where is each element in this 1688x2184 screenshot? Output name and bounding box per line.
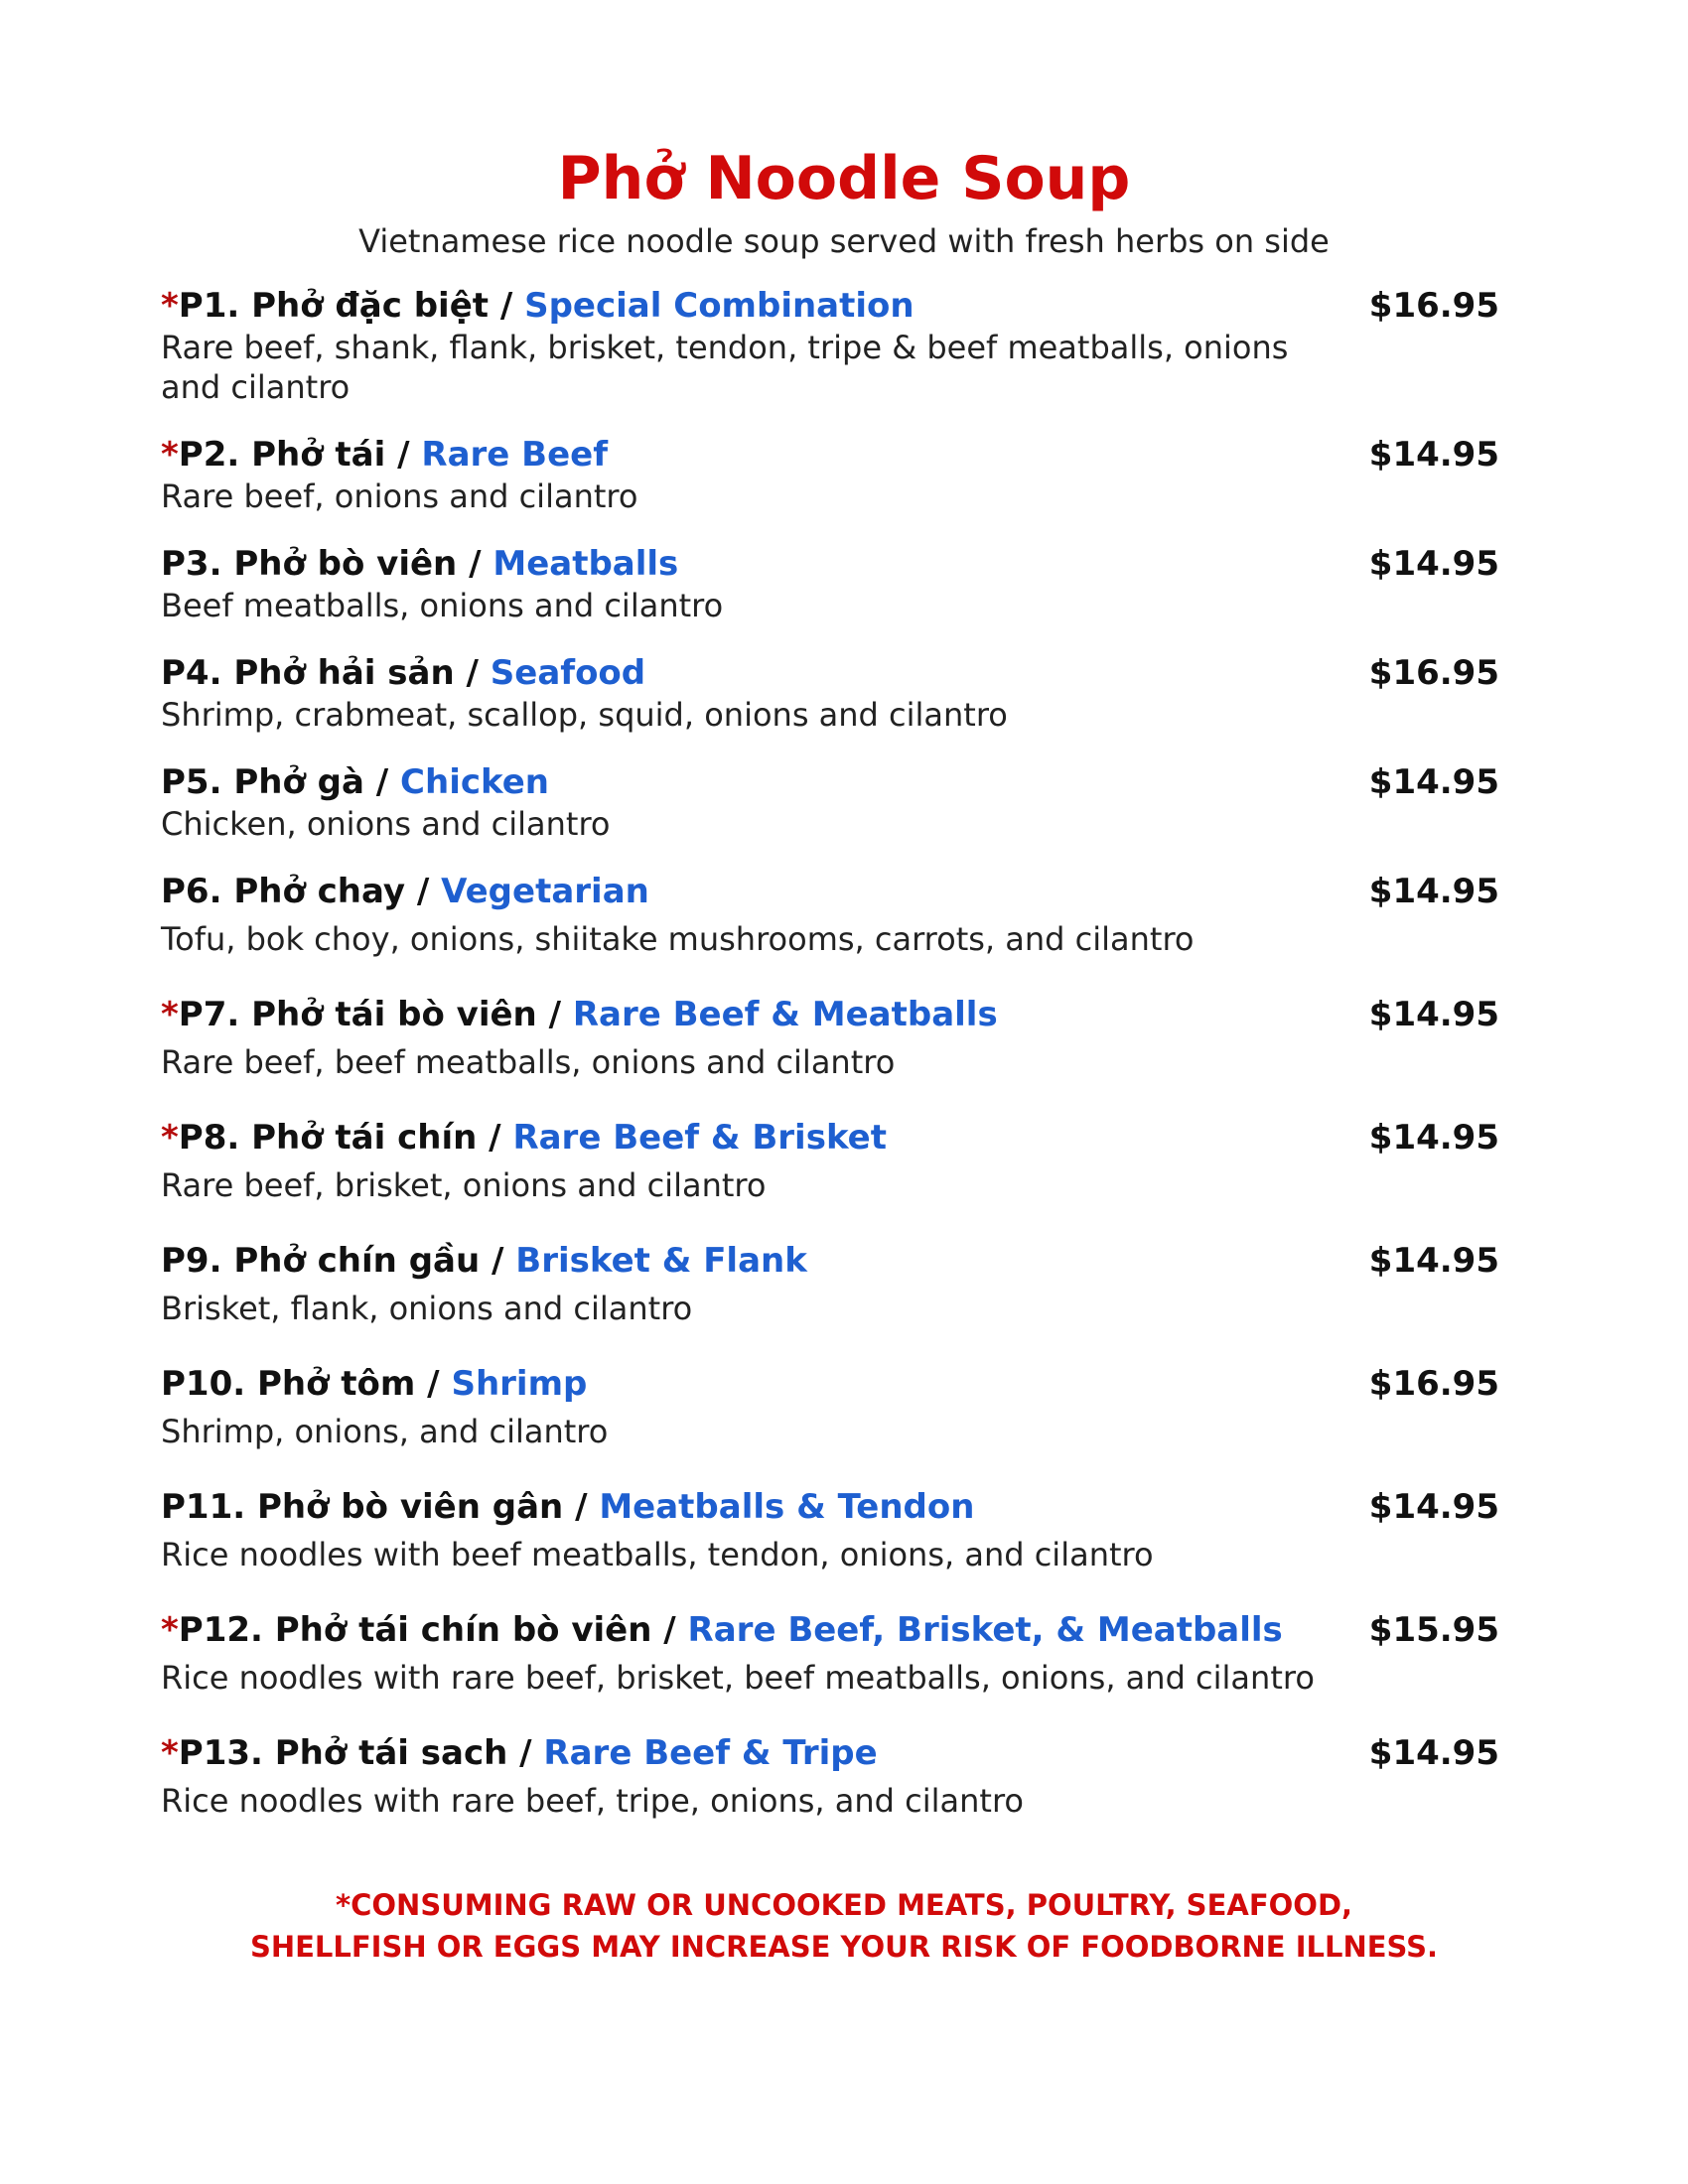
item-price: $16.95: [1368, 286, 1499, 326]
item-price: $14.95: [1368, 762, 1499, 802]
notice-line-1: *CONSUMING RAW OR UNCOOKED MEATS, POULTRY, SEAFOOD,: [335, 1888, 1353, 1922]
item-heading: [161, 542, 1313, 586]
item-description: Brisket, flank, onions and cilantro: [161, 1290, 693, 1327]
item-english-name: Vegetarian: [441, 872, 649, 911]
menu-item-p13: [161, 1731, 1499, 1821]
notice-line-2: SHELLFISH OR EGGS MAY INCREASE YOUR RISK OF FOODBORNE ILLNESS.: [249, 1930, 1439, 1964]
item-vietnamese-name: P12. Phở tái chín bò viên /: [178, 1610, 676, 1650]
item-heading: [161, 433, 1313, 477]
item-english-name: Rare Beef, Brisket, & Meatballs: [687, 1610, 1283, 1650]
item-description: Rare beef, onions and cilantro: [161, 478, 638, 515]
item-price: $14.95: [1368, 1733, 1499, 1773]
item-price: $14.95: [1368, 544, 1499, 584]
item-heading: [161, 284, 1313, 328]
menu-item-p7: [161, 993, 1499, 1082]
item-english-name: Brisket & Flank: [515, 1241, 807, 1281]
item-vietnamese-name: P8. Phở tái chín /: [178, 1118, 501, 1158]
item-heading: [161, 1485, 1313, 1529]
item-english-name: Seafood: [490, 653, 646, 693]
item-heading: [161, 1239, 1313, 1283]
menu-item-p9: [161, 1239, 1499, 1328]
item-english-name: Meatballs & Tendon: [599, 1487, 975, 1527]
item-heading: [161, 1116, 1313, 1160]
raw-warning-asterisk: *: [161, 995, 179, 1034]
raw-warning-asterisk: *: [161, 1733, 179, 1773]
item-price: $14.95: [1368, 1241, 1499, 1281]
item-description: Rice noodles with beef meatballs, tendon, onions, and cilantro: [161, 1536, 1154, 1573]
raw-warning-asterisk: *: [161, 1118, 179, 1158]
item-description: Beef meatballs, onions and cilantro: [161, 587, 724, 624]
item-english-name: Rare Beef: [421, 435, 609, 475]
item-vietnamese-name: P13. Phở tái sach /: [178, 1733, 532, 1773]
foodborne-illness-notice: [0, 1884, 1688, 1968]
raw-warning-asterisk: *: [161, 1610, 179, 1650]
item-description: Shrimp, onions, and cilantro: [161, 1413, 609, 1450]
menu-item-p6: [161, 870, 1499, 959]
item-heading: [161, 1608, 1313, 1652]
menu-item-p4: [161, 651, 1499, 735]
item-vietnamese-name: P10. Phở tôm /: [161, 1364, 440, 1404]
item-english-name: Rare Beef & Meatballs: [572, 995, 998, 1034]
item-vietnamese-name: P5. Phở gà /: [161, 762, 389, 802]
page-title: Phở Noodle Soup: [557, 144, 1131, 213]
item-heading: [161, 651, 1313, 695]
item-description: Rice noodles with rare beef, tripe, onions, and cilantro: [161, 1782, 1024, 1820]
item-english-name: Meatballs: [492, 544, 679, 584]
item-vietnamese-name: P3. Phở bò viên /: [161, 544, 482, 584]
item-vietnamese-name: P7. Phở tái bò viên /: [178, 995, 561, 1034]
item-vietnamese-name: P2. Phở tái /: [178, 435, 410, 475]
menu-list: [161, 284, 1499, 1846]
item-price: $14.95: [1368, 872, 1499, 911]
item-description: Shrimp, crabmeat, scallop, squid, onions and cilantro: [161, 696, 1008, 734]
item-description: Chicken, onions and cilantro: [161, 805, 611, 843]
item-description: Tofu, bok choy, onions, shiitake mushrooms, carrots, and cilantro: [161, 920, 1195, 958]
item-price: $15.95: [1368, 1610, 1499, 1650]
item-price: $14.95: [1368, 435, 1499, 475]
page-subtitle: Vietnamese rice noodle soup served with fresh herbs on side: [358, 222, 1330, 260]
raw-warning-asterisk: *: [161, 435, 179, 475]
item-heading: [161, 993, 1313, 1036]
menu-item-p8: [161, 1116, 1499, 1205]
menu-item-p3: [161, 542, 1499, 625]
item-description: Rare beef, beef meatballs, onions and cilantro: [161, 1043, 896, 1081]
item-price: $14.95: [1368, 1118, 1499, 1158]
item-english-name: Rare Beef & Tripe: [543, 1733, 878, 1773]
menu-item-p12: [161, 1608, 1499, 1698]
raw-warning-asterisk: *: [161, 286, 179, 326]
item-heading: [161, 760, 1313, 804]
item-vietnamese-name: P4. Phở hải sản /: [161, 653, 479, 693]
menu-item-p2: [161, 433, 1499, 516]
item-heading: [161, 1731, 1313, 1775]
item-vietnamese-name: P6. Phở chay /: [161, 872, 430, 911]
item-description: Rice noodles with rare beef, brisket, beef meatballs, onions, and cilantro: [161, 1659, 1315, 1697]
item-english-name: Shrimp: [451, 1364, 588, 1404]
item-vietnamese-name: P11. Phở bò viên gân /: [161, 1487, 588, 1527]
item-vietnamese-name: P1. Phở đặc biệt /: [178, 286, 513, 326]
item-english-name: Chicken: [400, 762, 549, 802]
item-description: Rare beef, shank, flank, brisket, tendon, tripe & beef meatballs, onions and cilantro: [161, 329, 1289, 406]
menu-item-p1: [161, 284, 1499, 407]
item-price: $14.95: [1368, 995, 1499, 1034]
item-heading: [161, 870, 1313, 913]
item-english-name: Rare Beef & Brisket: [512, 1118, 887, 1158]
menu-item-p5: [161, 760, 1499, 844]
menu-item-p10: [161, 1362, 1499, 1451]
item-description: Rare beef, brisket, onions and cilantro: [161, 1166, 767, 1204]
item-price: $16.95: [1368, 653, 1499, 693]
item-vietnamese-name: P9. Phở chín gầu /: [161, 1241, 504, 1281]
item-price: $16.95: [1368, 1364, 1499, 1404]
item-price: $14.95: [1368, 1487, 1499, 1527]
item-heading: [161, 1362, 1313, 1406]
menu-item-p11: [161, 1485, 1499, 1574]
item-english-name: Special Combination: [524, 286, 914, 326]
